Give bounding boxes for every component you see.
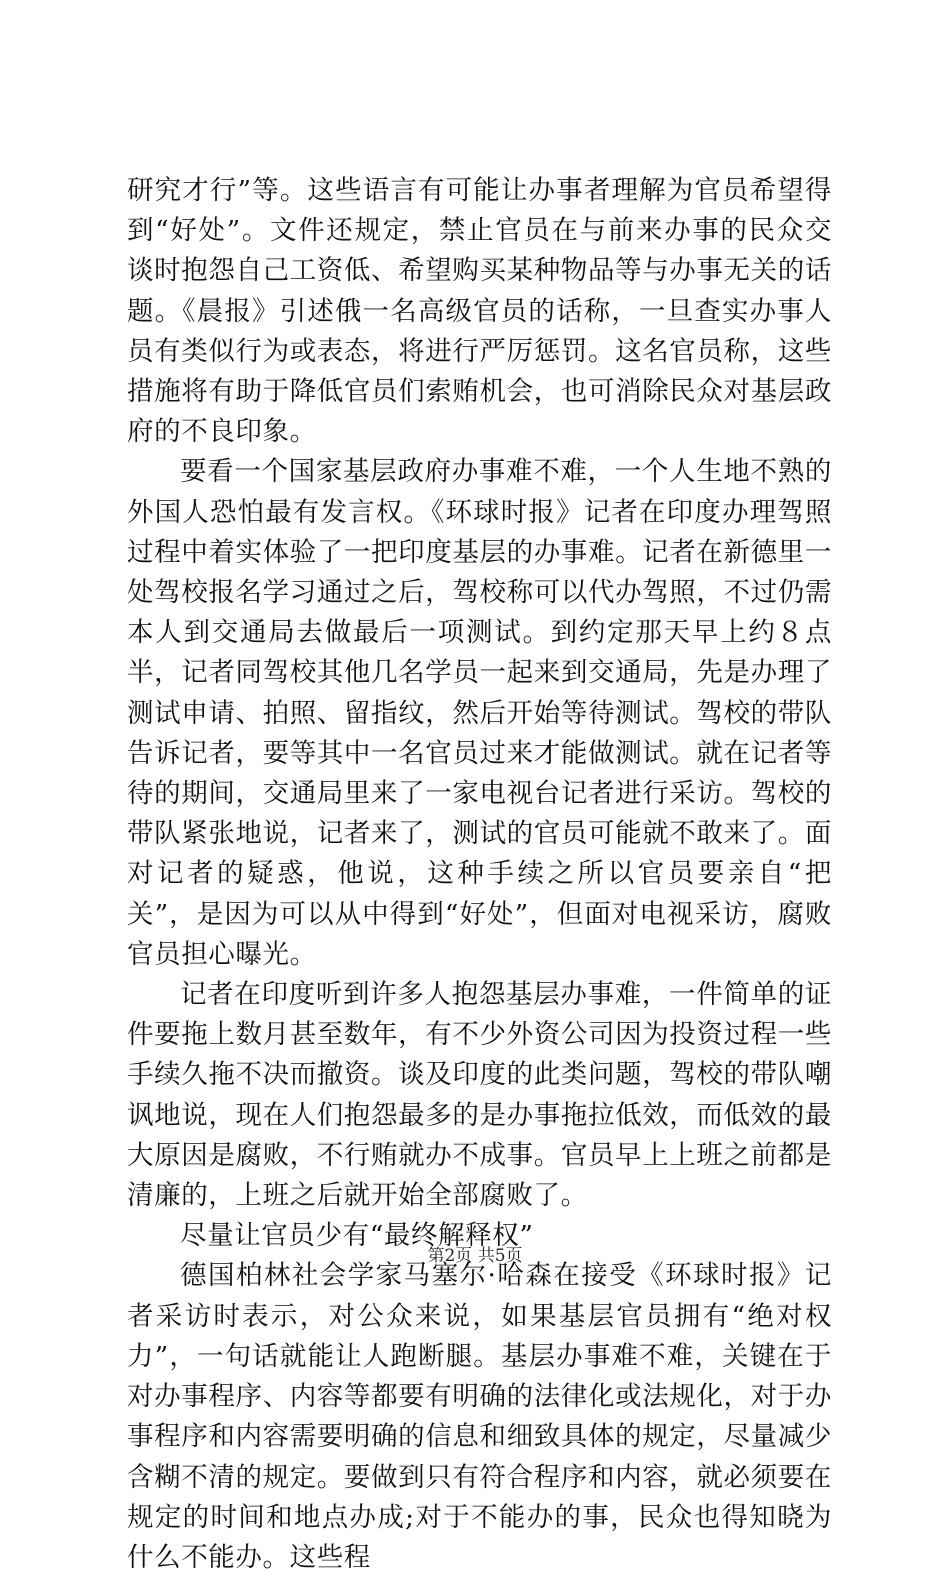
- paragraph-3: 记者在印度听到许多人抱怨基层办事难，一件简单的证件要拖上数月甚至数年，有不少外资公司因为投资过程一些手续久拖不决而撤资。谈及印度的此类问题，驾校的带队嘲讽地说，现在人们抱怨最多的是办事拖拉低效，而低效的最大原因是腐败，不行贿就办不成事。官员早上上班之前都是清廉的，上班之后就开始全部腐败了。: [127, 979, 832, 1212]
- paragraph-1: 研究才行”等。这些语言有可能让办事者理解为官员希望得到“好处”。文件还规定，禁止官员在与前来办事的民众交谈时抱怨自己工资低、希望购买某种物品等与办事无关的话题。《晨报》引述俄一名高级官员的话称，一旦查实办事人员有类似行为或表态，将进行严厉惩罚。这名官员称，这些措施将有助于降低官员们索贿机会，也可消除民众对基层政府的不良印象。: [127, 175, 832, 448]
- section-heading: 尽量让官员少有“最终解释权”: [180, 1220, 534, 1252]
- paragraph-4: 德国柏林社会学家马塞尔·哈森在接受《环球时报》记者采访时表示，对公众来说，如果基层官员拥有“绝对权力”，一句话就能让人跑断腿。基层办事难不难，关键在于对办事程序、内容等都要有明确的法律化或法规化，对于办事程序和内容需要明确的信息和细致具体的规定，尽量减少含糊不清的规定。要做到只有符合程序和内容，就必须要在规定的时间和地点办成;对于不能办的事，民众也得知晓为什么不能办。这些程: [127, 1260, 832, 1573]
- paragraph-2: 要看一个国家基层政府办事难不难，一个人生地不熟的外国人恐怕最有发言权。《环球时报》记者在印度办理驾照过程中着实体验了一把印度基层的办事难。记者在新德里一处驾校报名学习通过之后，驾校称可以代办驾照，不过仍需本人到交通局去做最后一项测试。到约定那天早上约８点半，记者同驾校其他几名学员一起来到交通局，先是办理了测试申请、拍照、留指纹，然后开始等待测试。驾校的带队告诉记者，要等其中一名官员过来才能做测试。就在记者等待的期间，交通局里来了一家电视台记者进行采访。驾校的带队紧张地说，记者来了，测试的官员可能就不敢来了。面对记者的疑惑，他说，这种手续之所以官员要亲自“把关”，是因为可以从中得到“好处”，但面对电视采访，腐败官员担心曝光。: [127, 456, 832, 970]
- document-body: [127, 171, 832, 1578]
- page-number-footer: 第2页 共5页: [427, 1246, 523, 1266]
